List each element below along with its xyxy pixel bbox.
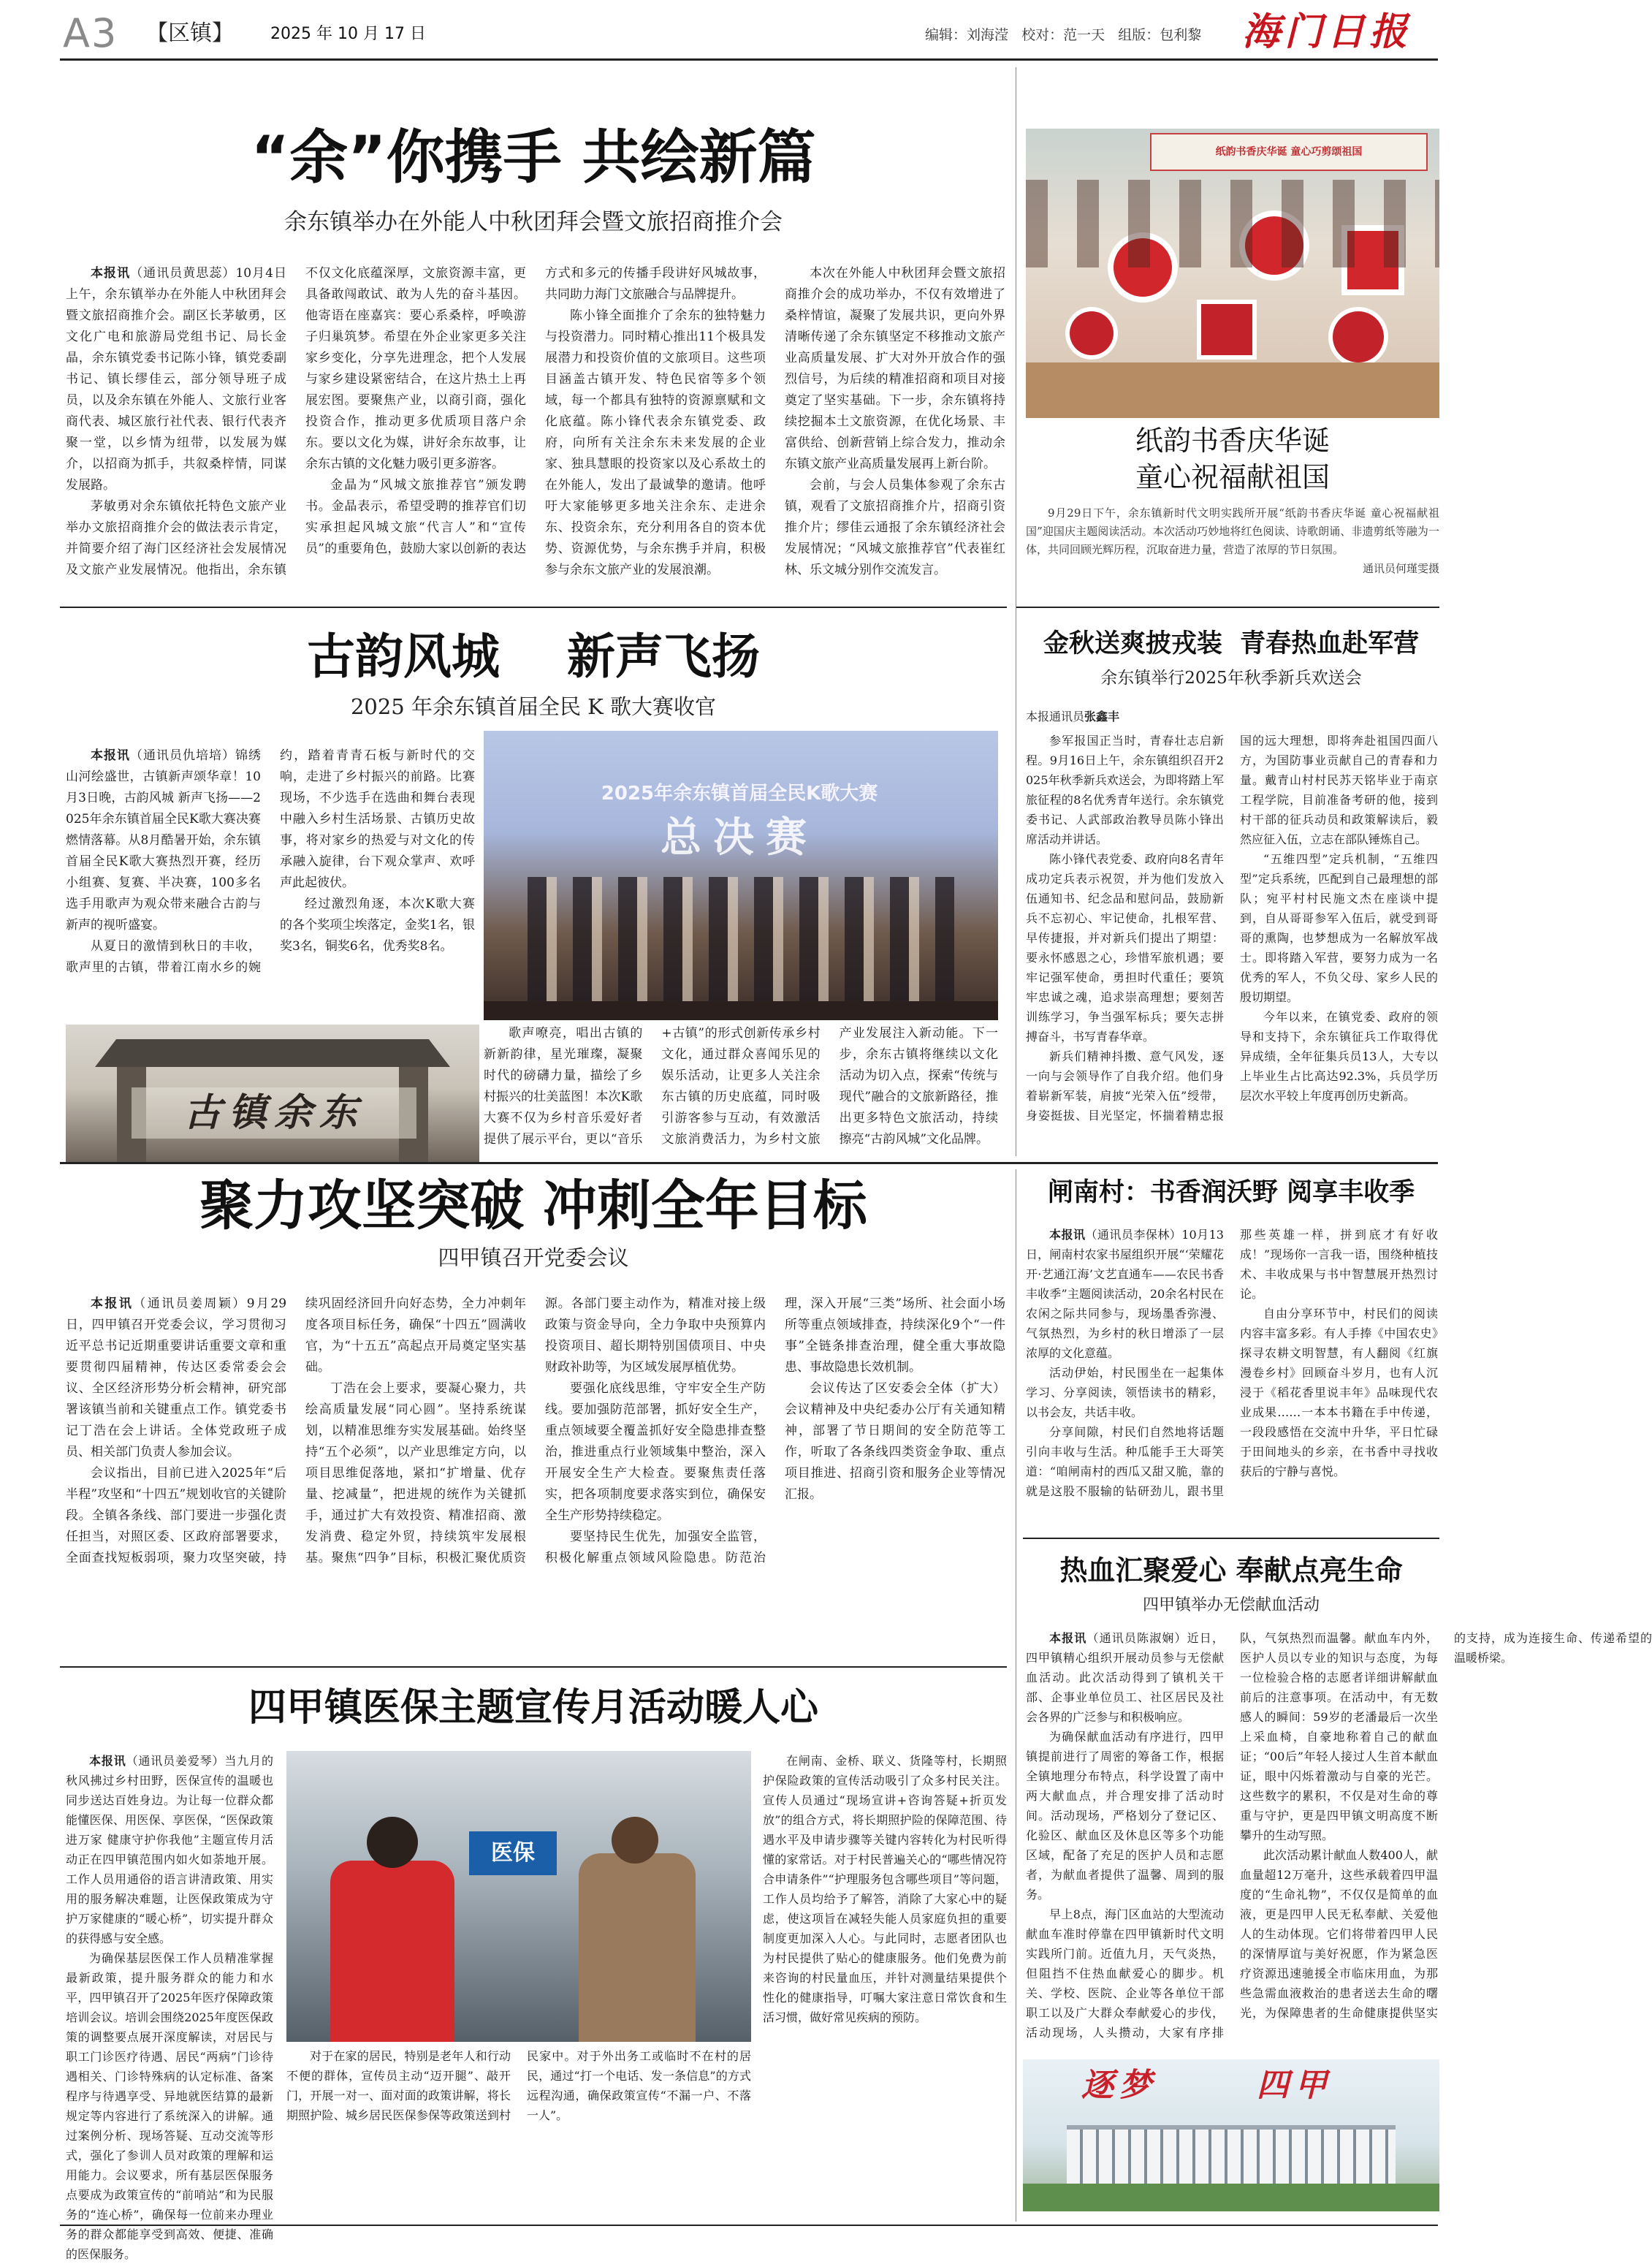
b4-para: 当九月的秋风拂过乡村田野，医保宣传的温暖也同步送达百姓身边。为让每一位群众都能懂医保、用医保、享医保，“医保政策进万家 健康守护你我他”主题宣传月活动正在四甲镇范围内如火如荼地开展。工作人员用通俗的语言讲清政策、用实用的服务解决难题，让医保政策成为守护万家健康的“暖心桥”，切实提升群众的获得感与安全感。 — [66, 1754, 273, 1945]
a3-para: 陈小锋代表党委、政府向8名青年成功定兵表示祝贺，并为他们发放入伍通知书、纪念品和慰问品，鼓励新兵不忘初心、牢记使命，扎根军营、早传捷报，并对新兵们提出了期望：要永怀感恩之心，珍惜军旅机遇；要牢记强军使命，勇担时代重任；要筑牢忠诚之魂，追求崇高理想；要刻苦训练学习，争当强军标兵；要矢志拼搏奋斗，书写青春华章。 — [1026, 852, 1224, 1044]
subheadline-b3: 四甲镇举办无偿献血活动 — [1142, 1596, 1320, 1614]
paper-logo: 海门日报 — [1242, 10, 1412, 54]
article-a2-body-bottom — [484, 1023, 998, 1159]
footer-rule — [60, 2225, 1438, 2226]
stage-people — [528, 877, 954, 1001]
a3-para: 今年以来，在镇党委、政府的领导和支持下，余东镇征兵工作取得优异成绩，全年征集兵员13人，大专以上毕业生占比高达92.3%，兵员学历层次水平较上年度再创历史新高。 — [1240, 1010, 1438, 1103]
article-b4-col2 — [286, 2046, 751, 2222]
a1-para: 茅敏勇对余东镇依托特色文旅产业举办文旅招商推介会的做法表示肯定，并简要介绍了海门区经济社会发展情况及文旅产业发展情况。他指出，余东镇不仅文化底蕴深厚，文旅资源丰富，更具备敢闯敢试、敢为人先的奋斗基因。他寄语在座嘉宾：要心系桑梓，呼唤游子归巢筑梦。希望在外企业家更多关注家乡变化，分享先进理念，把个人发展与家乡建设紧密结合，在这片热土上再展宏图。要聚焦产业，以商引商，强化投资合作，推动更多优质项目落户余东。要以文化为媒，讲好余东故事，让余东古镇的文化魅力吸引更多游客。 — [66, 266, 526, 577]
headline-b4: 四甲镇医保主题宣传月活动暖人心 — [248, 1685, 818, 1730]
article-b4-col3 — [763, 1751, 1007, 2219]
subheadline-a2: 2025 年余东镇首届全民 K 歌大赛收官 — [350, 694, 717, 719]
b3-para: 此次活动累计献血人数400人，献血量超12万毫升，这些承载着四甲温度的“生命礼物”，不仅仅是简单的血液，更是四甲人民无私奉献、关爱他人的生动体现。它们将带着四甲人民的深情厚谊与美好祝愿，作为紧急医疗资源迅速驰援全市临床用血，为那些急需血液救治的患者送去生命的曙光，为保障患者的生命健康提供坚实的支持，成为连接生命、传递希望的温暖桥梁。 — [1240, 1631, 1652, 2020]
headline-b1: 聚力攻坚突破 冲刺全年目标 — [199, 1174, 867, 1237]
subheadline-a3: 余东镇举行2025年秋季新兵欢送会 — [1100, 669, 1362, 688]
a2-para: 经过激烈角逐，本次K歌大赛的各个奖项尘埃落定，金奖1名，银奖3名，铜奖6名，优秀奖8名。 — [280, 897, 475, 954]
photo-papercut-kids — [1026, 129, 1439, 418]
divider-b1 — [60, 1666, 1007, 1668]
article-a3-body — [1026, 731, 1438, 1152]
logo-text-left: 逐梦 — [1081, 2067, 1157, 2104]
section-label: 【区镇】 — [146, 20, 234, 46]
b4-para: 对于在家的居民，特别是老年人和行动不便的群体，宣传员主动“迈开腿”、敲开门，开展一对一、面对面的政策讲解，将长期照护险、城乡居民医保参保等政策送到村民家中。对于外出务工或临时不在村的居民，通过“打一个电话、发一条信息”的方式远程沟通，确保政策宣传“不漏一户、不落一人”。 — [286, 2049, 751, 2122]
building — [1067, 2125, 1396, 2184]
volunteer-head — [367, 1817, 418, 1868]
stage-banner: 2025年余东镇首届全民K歌大赛 — [601, 783, 878, 805]
article-a1-body: 本报讯（通讯员黄思蕊）10月4日上午，余东镇举办在外能人中秋团拜会暨文旅招商推介会。副区长茅敏勇，区文化广电和旅游局党组书记、局长金晶，余东镇党委书记陈小锋，镇党委副书记、镇长缪佳云，部分领导班子成员，以及余东镇在外能人、文旅行业客商代表、城区旅行社代表、银行代表齐聚一堂，以乡情为纽带，以发展为媒介，以招商为抓手，共叙桑梓情，同谋发展路。 茅敏勇对余东镇依托特色文旅产业举办文旅招商推介会的做法表示肯定，并简要介绍了海门区经济社会发展情况及文旅产业发展情况。他指出，余东镇不仅文化底蕴深厚，文旅资源丰富，更具备敢闯敢试、敢为人先的奋斗基因。他寄语在座嘉宾：要心系桑梓，呼唤游子归巢筑梦。希望在外企业家更多关注家乡变化，分享先进理念，把个人发展与家乡建设紧密结合，在这片热土上再展宏图。要聚焦产业，以商引商，强化投资合作，推动更多优质项目落户余东。要以文化为媒，讲好余东故事，让余东古镇的文化魅力吸引更多游客。 金晶为“风城文旅推荐官”颁发聘书。金晶表示，希望受聘的推荐官们切实承担起风城文旅“代言人”和“宣传员”的重要角色，鼓励大家以创新的表达方式和多元的传播手段讲好风城故事，共同助力海门文旅融合与品牌提升。 陈小锋全面推介了余东的独特魅力与投资潜力。同时精心推出11个极具发展潜力和投资价值的文旅项目。这些项目涵盖古镇开发、特色民宿等多个领域，每一个都具有独特的资源禀赋和文化底蕴。陈小锋代表余东镇党委、政府，向所有关注余东未来发展的企业家、独具慧眼的投资家以及心系故土的在外能人，发出了最诚挚的邀请。他呼吁大家能够更多地关注余东、走进余东、投资余东，充分利用各自的资本优势、资源优势，与余东携手并肩，积极参与余东文旅产业的发展浪潮。 本次在外能人中秋团拜会暨文旅招商推介会的成功举办，不仅有效增进了桑梓情谊，凝聚了发展共识，更向外界清晰传递了余东镇坚定不移推动文旅产业高质量发展、扩大对外开放合作的强烈信号，为后续的精准招商和项目对接奠定了坚实基础。下一步，余东镇将持续挖掘本土文旅资源，在优化场景、丰富供给、创新营销上综合发力，推动余东镇文旅产业高质量发展再上新台阶。 会前，与会人员集体参观了余东古镇，观看了文旅招商推介片，招商引资推介片；缪佳云通报了余东镇经济社会发展情况；“风城文旅推荐官”代表崔红林、乐文城分别作交流发言。 — [66, 263, 1005, 607]
villager — [579, 1853, 696, 2042]
a2-para: 锦绣山河绘盛世，古镇新声颂华章！10月3日晚，古韵风城 新声飞扬——2025年余东镇首届全民K歌大赛决赛燃情落幕。从8月酷暑开始，余东镇首届全民K歌大赛热烈开赛，经历小组赛、复赛、半决赛，100多名选手用歌声为观众带来融合古韵与新声的视听盛宴。 — [66, 748, 261, 932]
a1-para: 金晶为“风城文旅推荐官”颁发聘书。金晶表示，希望受聘的推荐官们切实承担起风城文旅“代言人”和“宣传员”的重要角色，鼓励大家以创新的表达方式和多元的传播手段讲好风城故事，共同助力海门文旅融合与品牌提升。 — [305, 266, 766, 556]
page-number: A3 — [63, 10, 118, 56]
headline-b3: 热血汇聚爱心 奉献点亮生命 — [1059, 1554, 1403, 1587]
photo-credit-a1: 通讯员何瑾雯摄 — [1362, 562, 1439, 575]
article-b2-body: 本报讯（通讯员李保林）10月13日，闸南村农家书屋组织开展“‘荣耀花开·艺通江海’文艺直通车——农民书香丰收季”主题阅读活动，20余名村民在农闲之际共同参与，现场墨香弥漫、气氛热烈，为乡村的秋日增添了一层浓厚的文化意蕴。 活动伊始，村民围坐在一起集体学习、分享阅读，领悟读书的精彩，以书会友，共话丰收。 分享间隙，村民们自然地将话题引向丰收与生活。种瓜能手王大哥笑道：“咱闸南村的西瓜又甜又脆，靠的就是这股不服输的钻研劲儿，跟书里那些英雄一样，拼到底才有好收成！”现场你一言我一语，围绕种植技术、丰收成果与书中智慧展开热烈讨论。 自由分享环节中，村民们的阅读内容丰富多彩。有人手捧《中国农史》探寻农耕文明智慧，有人翻阅《红旗漫卷乡村》回顾奋斗岁月，也有人沉浸于《稻花香里说丰年》品味现代农业成果……一本本书籍在手中传递，一段段感悟在交流中升华，平日忙碌于田间地头的乡亲，在书香中寻找收获后的宁静与喜悦。 — [1026, 1225, 1438, 1532]
b2-para: 自由分享环节中，村民们的阅读内容丰富多彩。有人手捧《中国农史》探寻农耕文明智慧，有人翻阅《红旗漫卷乡村》回顾奋斗岁月，也有人沉浸于《稻花香里说丰年》品味现代农业成果……一本本书籍在手中传递，一段段感悟在交流中升华，平日忙碌于田间地头的乡亲，在书香中寻找收获后的宁静与喜悦。 — [1240, 1307, 1438, 1478]
b1-para: 会议传达了区安委会全体（扩大）会议精神及中央纪委办公厅有关通知精神，部署了节日期间的安全防范等工作，听取了各条线四类资金争取、重点项目推进、招商引资和服务企业等情况汇报。 — [785, 1381, 1005, 1502]
a2-para: 歌声嘹亮，唱出古镇的新新韵律，星光璀璨，凝聚时代的磅礴力量，描绘了乡村振兴的壮美蓝图！本次K歌大赛不仅为乡村音乐爱好者提供了展示平台，更以“音乐+古镇”的形式创新传承乡村文化，通过群众喜闻乐见的娱乐活动，让更多人关注余东古镇的历史底蕴，同时吸引游客参与互动，有效激活文旅消费活力，为乡村文旅产业发展注入新动能。下一步，余东古镇将继续以文化活动为切入点，探索“传统与现代”融合的文旅新路径，推出更多特色文旅活动，持续擦亮“古韵风城”文化品牌。 — [484, 1026, 998, 1147]
masthead-rule — [60, 58, 1438, 61]
photo-kge-stage — [484, 731, 998, 1020]
volunteer-red-vest — [330, 1861, 454, 2042]
papercut-red — [1201, 304, 1252, 355]
divider-b2 — [1023, 1538, 1439, 1539]
b3-para: 早上8点，海门区血站的大型流动献血车准时停靠在四甲镇新时代文明实践所门前。近值九月，天气炎热，但阻挡不住热血献爱心的脚步。机关、学校、医院、企业等各单位干部职工以及广大群众奉献爱心的步伐，活动现场，人头攒动，大家有序排队，气氛热烈而温馨。献血车内外，医护人员以专业的知识与态度，为每一位检验合格的志愿者详细讲解献血前后的注意事项。在活动中，有无数感人的瞬间：59岁的老潘最后一次坐上采血椅，自豪地称着自己的献血证；“00后”年轻人接过人生首本献血证，眼中闪烁着激动与自豪的光芒。这些数字的累积，不仅是对生命的尊重与守护，更是四甲镇文明高度不断攀升的生动写照。 — [1026, 1631, 1438, 2040]
a1-para: 陈小锋全面推介了余东的独特魅力与投资潜力。同时精心推出11个极具发展潜力和投资价值的文旅项目。这些项目涵盖古镇开发、特色民宿等多个领域，每一个都具有独特的资源禀赋和文化底蕴。陈小锋代表余东镇党委、政府，向所有关注余东未来发展的企业家、独具慧眼的投资家以及心系故土的在外能人，发出了最诚挚的邀请。他呼吁大家能够更多地关注余东、走进余东、投资余东，充分利用各自的资本优势、资源优势，与余东携手并肩，积极参与余东文旅产业的发展浪潮。 — [545, 308, 766, 577]
b2-para: 分享间隙，村民们自然地将话题引向丰收与生活。种瓜能手王大哥笑道：“咱闸南村的西瓜又甜又脆，靠的就是这股不服输的钻研劲儿，跟书里那些英雄一样，拼到底才有好收成！”现场你一言我一语，围绕种植技术、丰收成果与书中智慧展开热烈讨论。 — [1026, 1228, 1438, 1498]
a2-para: 从夏日的激情到秋日的丰收，歌声里的古镇，带着江南水乡的婉约，踏着青青石板与新时代的交响，走进了乡村振兴的前路。比赛现场，不少选手在选曲和舞台表现中融入乡村生活场景、古镇历史故事，将对家乡的热爱与对文化的传承融入旋律，台下观众掌声、欢呼声此起彼伏。 — [66, 748, 475, 975]
insurance-sign: 医保 — [469, 1831, 557, 1875]
a1-para: 会前，与会人员集体参观了余东古镇，观看了文旅招商推介片，招商引资推介片；缪佳云通报了余东镇经济社会发展情况；“风城文旅推荐官”代表崔红林、乐文城分别作交流发言。 — [785, 478, 1005, 577]
gate-text: 古镇余东 — [132, 1087, 416, 1139]
divider-right-a1 — [1016, 607, 1439, 608]
a3-para: 参军报国正当时，青春壮志启新程。9月16日上午，余东镇组织召开2025年秋季新兵欢送会，为即将踏上军旅征程的8名优秀青年送行。余东镇党委书记、人武部政治教导员陈小锋出席活动并讲话。 — [1026, 734, 1224, 846]
article-a2-body-top: 本报讯（通讯员仇培培）锦绣山河绘盛世，古镇新声颂华章！10月3日晚，古韵风城 新声飞扬——2025年余东镇首届全民K歌大赛决赛燃情落幕。从8月酷暑开始，余东镇首届全民K歌大赛热烈开赛，经历小组赛、复赛、半决赛，100多名选手用歌声为观众带来融合古韵与新声的视听盛宴。 从夏日的激情到秋日的丰收，歌声里的古镇，带着江南水乡的婉约，踏着青青石板与新时代的交响，走进了乡村振兴的前路。比赛现场，不少选手在选曲和舞台表现中融入乡村生活场景、古镇历史故事，将对家乡的热爱与对文化的传承融入旋律，台下观众掌声、欢呼声此起彼伏。 经过激烈角逐，本次K歌大赛的各个奖项尘埃落定，金奖1名，银奖3名，铜奖6名，优秀奖8名。 — [66, 745, 475, 1016]
issue-date: 2025 年 10 月 17 日 — [270, 25, 426, 43]
b1-para: 9月29日，四甲镇召开党委会议，学习贯彻习近平总书记近期重要讲话重要文章和重要贯彻四届精神，传达区委常委会会议、全区经济形势分析会精神，研究部署该镇当前和关键重点工作。镇党委书记丁浩在会上讲话。全体党政班子成员、相关部门负责人参加会议。 — [66, 1296, 287, 1459]
b4-para: 为确保基层医保工作人员精准掌握最新政策，提升服务群众的能力和水平，四甲镇召开了2025年医疗保障政策培训会议。培训会围绕2025年度医保政策的调整要点展开深度解读，对居民与职工门诊医疗待遇、居民“两病”门诊待遇相关、门诊特殊病的认定标准、备案程序与待遇享受、异地就医结算的最新规定等内容进行了系统深入的讲解。通过案例分析、现场答疑、互动交流等形式，强化了参训人员对政策的理解和运用能力。会议要求，所有基层医保服务点要成为政策宣传的“前哨站”和为民服务的“连心桥”，确保每一位前来办理业务的群众都能享受到高效、便捷、准确的医保服务。 — [66, 1951, 273, 2261]
headline-a1: “余”你携手 共绘新篇 — [251, 124, 816, 191]
villager-head — [612, 1817, 658, 1864]
editors-line: 编辑：刘海滢 校对：范一天 组版：包利黎 — [925, 27, 1202, 43]
a3-para: 新兵们精神抖擞、意气风发，逐一向与会领导作了自我介绍。他们身着崭新军装，肩披“光荣入伍”绶带，身姿挺拔、目光坚定，怀揣着精忠报国的远大理想，即将奔赴祖国四面八方，为国防事业贡献自己的青春和力量。戴青山村村民苏天铭毕业于南京工程学院，目前准备考研的他，接到村干部的征兵动员和政策解读后，毅然应征入伍，立志在部队锤炼自己。 — [1026, 734, 1438, 1122]
photo-medical-insurance — [286, 1751, 751, 2042]
headline-a2: 古韵风城 新声飞扬 — [307, 628, 760, 685]
b3-para: 为确保献血活动有序进行，四甲镇提前进行了周密的筹备工作，根据全镇地理分布特点，科学设置了南中两大献血点，并合理安排了活动时间。活动现场，严格划分了登记区、化验区、献血区及休息区等多个功能区域，配备了充足的医护人员和志愿者，为献血者提供了温馨、周到的服务。 — [1026, 1730, 1224, 1902]
b1-para: 会议指出，目前已进入2025年“后半程”攻坚和“十四五”规划收官的关键阶段。全镇各条线、部门要进一步强化责任担当，对照区委、区政府部署要求，全面查找短板弱项，聚力攻坚突破，持续巩固经济回升向好态势，全力冲刺年度各项目标任务，确保“十四五”圆满收官，为“十五五”高起点开局奠定坚实基础。 — [66, 1296, 526, 1565]
subheadline-a1: 余东镇举办在外能人中秋团拜会暨文旅招商推介会 — [284, 209, 783, 235]
b1-para: 丁浩在会上要求，要凝心聚力，共绘高质量发展“同心圆”。坚持系统谋划，以精准思维夯实发展基础。始终坚持“五个必须”，以产业思维定方向，以项目思维促落地，紧扣“扩增量、优存量、挖减量”，把进规的统作为关键抓手，通过扩大有效投资、精准招商、激发消费、稳定外贸，持续筑牢发展根基。聚焦“四争”目标，积极汇聚优质资源。各部门要主动作为，精准对接上级政策与资金导向，全力争取中央预算内投资项目、超长期特别国债项目、中央财政补助等，为区域发展厚植优势。 — [305, 1296, 766, 1565]
headline-a3: 金秋送爽披戎装 青春热血赴军营 — [1043, 628, 1420, 658]
photo-caption-a1: 9月29日下午，余东镇新时代文明实践所开展“纸韵书香庆华诞 童心祝福献祖国”迎国庆主题阅读活动。本次活动巧妙地将红色阅读、诗歌朗诵、非遗剪纸等融为一体，共同回顾光辉历程，沉取奋进力量，营造了浓厚的节日氛围。 — [1026, 506, 1439, 556]
papercut-red — [1070, 311, 1114, 355]
b2-para: 10月13日，闸南村农家书屋组织开展“‘荣耀花开·艺通江海’文艺直通车——农民书香丰收季”主题阅读活动，20余名村民在农闲之际共同参与，现场墨香弥漫、气氛热烈，为乡村的秋日增添了一层浓厚的文化意蕴。 — [1026, 1228, 1224, 1360]
article-b4-col1: 本报讯（通讯员姜爱琴）当九月的秋风拂过乡村田野，医保宣传的温暖也同步送达百姓身边。为让每一位群众都能懂医保、用医保、享医保，“医保政策进万家 健康守护你我他”主题宣传月活动正在四甲镇范围内如火如荼地开展。工作人员用通俗的语言讲清政策、用实用的服务解决难题，让医保政策成为守护万家健康的“暖心桥”，切实提升群众的获得感与安全感。 为确保基层医保工作人员精准掌握最新政策，提升服务群众的能力和水平，四甲镇召开了2025年医疗保障政策培训会议。培训会围绕2025年度医保政策的调整要点展开深度解读，对居民与职工门诊医疗待遇、居民“两病”门诊待遇相关、门诊特殊病的认定标准、备案程序与待遇享受、异地就医结算的最新规定等内容进行了系统深入的讲解。通过案例分析、现场答疑、互动交流等形式，强化了参训人员对政策的理解和运用能力。会议要求，所有基层医保服务点要成为政策宣传的“前哨站”和为民服务的“连心桥”，确保每一位前来办理业务的群众都能享受到高效、便捷、准确的医保服务。 — [66, 1751, 273, 2219]
gate-roof — [95, 1039, 450, 1067]
subheadline-b1: 四甲镇召开党委会议 — [438, 1245, 629, 1270]
byline-a3: 本报通讯员张鑫丰 — [1026, 710, 1120, 723]
photo-banner: 纸韵书香庆华诞 童心巧剪颂祖国 — [1150, 133, 1428, 171]
photo-sijia-logo — [1023, 2059, 1439, 2211]
b3-para: 近日，四甲镇精心组织开展动员参与无偿献血活动。此次活动得到了镇机关干部、企事业单位员工、社区居民及社会各界的广泛参与和积极响应。 — [1026, 1631, 1224, 1724]
table-surface — [1026, 362, 1439, 418]
lawn — [1023, 2184, 1439, 2211]
section-divider — [60, 1162, 1438, 1164]
a1-para: 本次在外能人中秋团拜会暨文旅招商推介会的成功举办，不仅有效增进了桑梓情谊，凝聚了发展共识，更向外界清晰传递了余东镇坚定不移推动文旅产业高质量发展、扩大对外开放合作的强烈信号，为后续的精准招商和项目对接奠定了坚实基础。下一步，余东镇将持续挖掘本土文旅资源，在优化场景、丰富供给、创新营销上综合发力，推动余东镇文旅产业高质量发展再上新台阶。 — [785, 266, 1005, 471]
a1-para: 10月4日上午，余东镇举办在外能人中秋团拜会暨文旅招商推介会。副区长茅敏勇，区文化广电和旅游局党组书记、局长金晶，余东镇党委书记陈小锋，镇党委副书记、镇长缪佳云，部分领导班子成员，以及余东镇在外能人、文旅行业客商代表、城区旅行社代表、银行代表齐聚一堂，以乡情为纽带，以发展为媒介，以招商为抓手，共叙桑梓情，同谋发展路。 — [66, 266, 287, 493]
stage-floor — [484, 1001, 998, 1020]
masthead — [0, 0, 1470, 58]
papercut-red — [1333, 311, 1384, 362]
photo-title-a1: 纸韵书香庆华诞 童心祝福献祖国 — [1135, 425, 1330, 493]
a3-para: “五维四型”定兵机制，“五维四型”定兵系统，匹配到自己最理想的部队；宛平村村民施文杰在座谈中提到，自从哥哥参军入伍后，就受到哥哥的熏陶，也梦想成为一名解放军战士。即将踏入军营，要努力成为一名优秀的军人，不负父母、家乡人民的殷切期望。 — [1240, 852, 1438, 1004]
b4-para: 在闸南、金桥、联义、货隆等村，长期照护保险政策的宣传活动吸引了众多村民关注。宣传人员通过“现场宣讲+咨询答疑+折页发放”的组合方式，将长期照护险的保障范围、待遇水平及申请步骤等关键内容转化为村民听得懂的家常话。对于村民普遍关心的“哪些情况符合申请条件”“护理服务包含哪些项目”等问题，工作人员均给予了解答，消除了大家心中的疑虑，使这项旨在减轻失能人员家庭负担的重要制度更加深入人心。与此同时，志愿者团队也为村民提供了贴心的健康服务。他们免费为前来咨询的村民量血压，并针对测量结果提供个性化的健康指导，叮嘱大家注意日常饮食和生活习惯，做好常见疾病的预防。 — [763, 1754, 1007, 2024]
b1-para: 要坚持民生优先，加强安全监管，积极化解重点领域风险隐患。防范治理，深入开展“三类”场所、社会面小场所等重点领域排查，持续深化9个“一件事”全链条排查治理，健全重大事故隐患、事故隐患长效机制。 — [545, 1296, 1005, 1565]
stage-final-text: 总决赛 — [661, 814, 818, 862]
b1-para: 要强化底线思维，守牢安全生产防线。要加强防范部署，抓好安全生产，重点领域要全覆盖抓好安全隐患排查整治，推进重点行业领域集中整治，深入开展安全生产大检查。要聚焦责任落实，把各项制度要求落实到位，确保安全生产形势持续稳定。 — [545, 1381, 766, 1523]
divider-a1 — [60, 607, 1007, 608]
headline-b2: 闸南村：书香润沃野 阅享丰收季 — [1047, 1177, 1415, 1207]
article-b3-body: 本报讯（通讯员陈淑娴）近日，四甲镇精心组织开展动员参与无偿献血活动。此次活动得到了镇机关干部、企事业单位员工、社区居民及社会各界的广泛参与和积极响应。 为确保献血活动有序进行，四甲镇提前进行了周密的筹备工作，根据全镇地理分布特点，科学设置了南中两大献血点，并合理安排了活动时间。活动现场，严格划分了登记区、化验区、献血区及休息区等多个功能区域，配备了充足的医护人员和志愿者，为献血者提供了温馨、周到的服务。 早上8点，海门区血站的大型流动献血车准时停靠在四甲镇新时代文明实践所门前。近值九月，天气炎热，但阻挡不住热血献爱心的脚步。机关、学校、医院、企业等各单位干部职工以及广大群众奉献爱心的步伐，活动现场，人头攒动，大家有序排队，气氛热烈而温馨。献血车内外，医护人员以专业的知识与态度，为每一位检验合格的志愿者详细讲解献血前后的注意事项。在活动中，有无数感人的瞬间：59岁的老潘最后一次坐上采血椅，自豪地称着自己的献血证；“00后”年轻人接过人生首本献血证，眼中闪烁着激动与自豪的光芒。这些数字的累积，不仅是对生命的尊重与守护，更是四甲镇文明高度不断攀升的生动写照。 此次活动累计献血人数400人，献血量超12万毫升，这些承载着四甲温度的“生命礼物”，不仅仅是简单的血液，更是四甲人民无私奉献、关爱他人的生动体现。它们将带着四甲人民的深情厚谊与美好祝愿，作为紧急医疗资源迅速驰援全市临床用血，为那些急需血液救治的患者送去生命的曙光，为保障患者的生命健康提供坚实的支持，成为连接生命、传递希望的温暖桥梁。 — [1026, 1628, 1438, 2049]
kid-figures — [1026, 180, 1439, 267]
b2-para: 活动伊始，村民围坐在一起集体学习、分享阅读，领悟读书的精彩，以书会友，共话丰收。 — [1026, 1366, 1224, 1419]
photo-ancient-gate — [66, 1025, 479, 1163]
article-b1-body: 本报讯（通讯员姜周颖）9月29日，四甲镇召开党委会议，学习贯彻习近平总书记近期重要讲话重要文章和重要贯彻四届精神，传达区委常委会会议、全区经济形势分析会精神，研究部署该镇当前和关键重点工作。镇党委书记丁浩在会上讲话。全体党政班子成员、相关部门负责人参加会议。 会议指出，目前已进入2025年“后半程”攻坚和“十四五”规划收官的关键阶段。全镇各条线、部门要进一步强化责任担当，对照区委、区政府部署要求，全面查找短板弱项，聚力攻坚突破，持续巩固经济回升向好态势，全力冲刺年度各项目标任务，确保“十四五”圆满收官，为“十五五”高起点开局奠定坚实基础。 丁浩在会上要求，要凝心聚力，共绘高质量发展“同心圆”。坚持系统谋划，以精准思维夯实发展基础。始终坚持“五个必须”，以产业思维定方向，以项目思维促落地，紧扣“扩增量、优存量、挖减量”，把进规的统作为关键抓手，通过扩大有效投资、精准招商、激发消费、稳定外贸，持续筑牢发展根基。聚焦“四争”目标，积极汇聚优质资源。各部门要主动作为，精准对接上级政策与资金导向，全力争取中央预算内投资项目、超长期特别国债项目、中央财政补助等，为区域发展厚植优势。 要强化底线思维，守牢安全生产防线。要加强防范部署，抓好安全生产，重点领域要全覆盖抓好安全隐患排查整治，推进重点行业领域集中整治，深入开展安全生产大检查。要聚焦责任落实，把各项制度要求落实到位，确保安全生产形势持续稳定。 要坚持民生优先，加强安全监管，积极化解重点领域风险隐患。防范治理，深入开展“三类”场所、社会面小场所等重点领域排查，持续深化9个“一件事”全链条排查治理，健全重大事故隐患、事故隐患长效机制。 会议传达了区安委会全体（扩大）会议精神及中央纪委办公厅有关通知精神，部署了节日期间的安全防范等工作，听取了各条线四类资金争取、重点项目推进、招商引资和服务企业等情况汇报。 — [66, 1294, 1005, 1659]
logo-text-right: 四甲 — [1257, 2067, 1333, 2104]
